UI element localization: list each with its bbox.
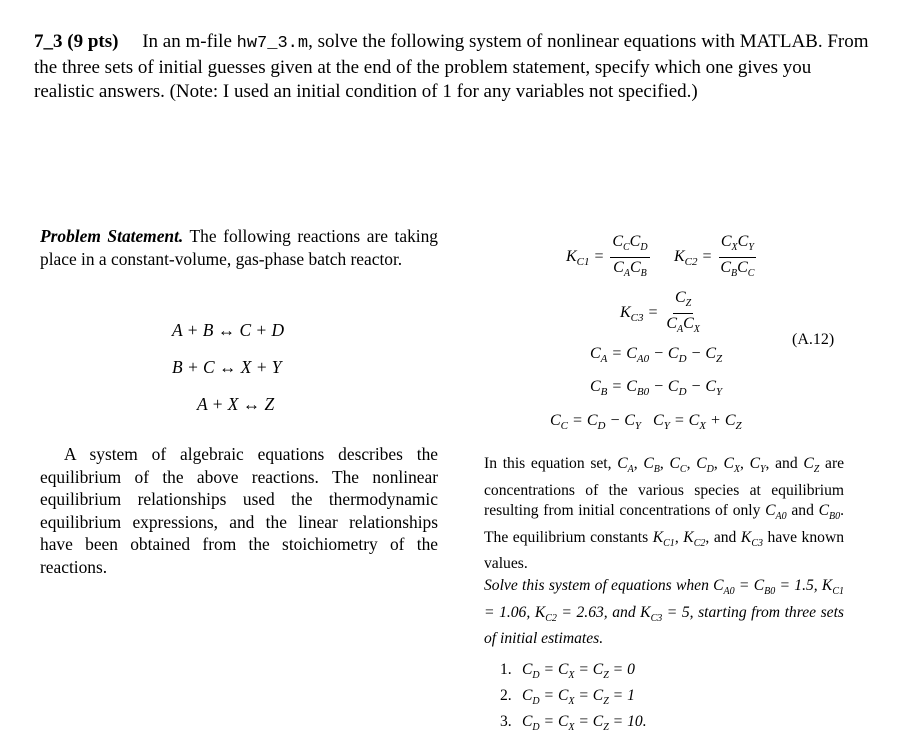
kc2-fraction: $\frac{C_XC_Y}{C_BC_C}$ (720, 233, 755, 280)
ca-equation: $C_A = C_{A0} - C_D - C_Z$ (590, 345, 723, 366)
estimate-1: $C_D = C_X = C_Z = 0$ (522, 661, 635, 682)
reaction-2: B + C ↔ X + Y (172, 357, 282, 377)
kc3-fraction: $\frac{C_Z}{C_AC_X}$ (666, 289, 700, 336)
problem-statement-lead: Problem Statement. (40, 226, 184, 246)
equation-set-description: In this equation set, $C_A$, $C_B$, $C_C$, $C_D$, $C_X$, $C_Y$, and $C_Z$ are concentrations of the various species at equilibrium resulting from initial concentrations of only $C_{A0}$ and $C_{B0}$. The equilibrium constants $K_{C1}$, $K_{C2}$, and $K_{C3}$ have known values. (484, 455, 845, 573)
reaction-3: A + X ↔ Z (197, 394, 275, 414)
kc2-equation: $K_{C2}$ = $\frac{C_XC_Y}{C_BC_C}$ (674, 232, 758, 283)
estimate-3: $C_D = C_X = C_Z = 10$. (522, 713, 647, 734)
problem-header (34, 30, 874, 104)
kc1-fraction: $\frac{C_CC_D}{C_AC_B}$ (612, 233, 648, 280)
system-paragraph: A system of algebraic equations describes the equilibrium of the above reactions. The nonlinear equilibrium relationships used the thermodynamic equilibrium expressions, and the linear relationships have been obtained from the stoichiometry of the reactions. (40, 444, 438, 577)
solve-instructions: Solve this system of equations when $C_{A0} = C_{B0} = 1.5$, $K_{C1} = 1.06$, $K_{C2} = 2.63$, and $K_{C3} = 5$, starting from three sets of initial estimates. (484, 577, 844, 648)
list-item: 3. $C_D = C_X = C_Z = 10$. (500, 713, 647, 734)
header-text-1: In an m-file (142, 31, 237, 52)
kc3-equation: $K_{C3}$ = $\frac{C_Z}{C_AC_X}$ (620, 288, 704, 339)
problem-number: 7_3 (9 pts) (34, 31, 119, 52)
kc1-equation: $K_{C1}$ = $\frac{C_CC_D}{C_AC_B}$ (566, 232, 652, 283)
list-item: 1. $C_D = C_X = C_Z = 0$ (500, 661, 635, 682)
header-text-2: , solve the following system of nonlinear equations with MATLAB. From the three sets of initial guesses given at the end of the problem statement, specify which one gives you realistic answers. (Note: I used an initial condition of 1 for any variables not specified.) (34, 31, 869, 102)
mfile-name: hw7_3.m (236, 34, 309, 53)
reaction-1: A + B ↔ C + D (172, 320, 285, 340)
estimate-2: $C_D = C_X = C_Z = 1$ (522, 687, 635, 708)
list-item: 2. $C_D = C_X = C_Z = 1$ (500, 687, 635, 708)
cc-cy-equations: $C_C = C_D - C_Y$ $C_Y = C_X + C_Z$ (550, 412, 742, 433)
initial-estimates-list (500, 660, 647, 738)
equation-tag: (A.12) (792, 331, 835, 348)
cb-equation: $C_B = C_{B0} - C_D - C_Y$ (590, 378, 723, 399)
problem-statement (40, 225, 438, 270)
problem-statement-text: The following reactions are taking place in a constant-volume, gas-phase batch reactor. (40, 226, 438, 269)
